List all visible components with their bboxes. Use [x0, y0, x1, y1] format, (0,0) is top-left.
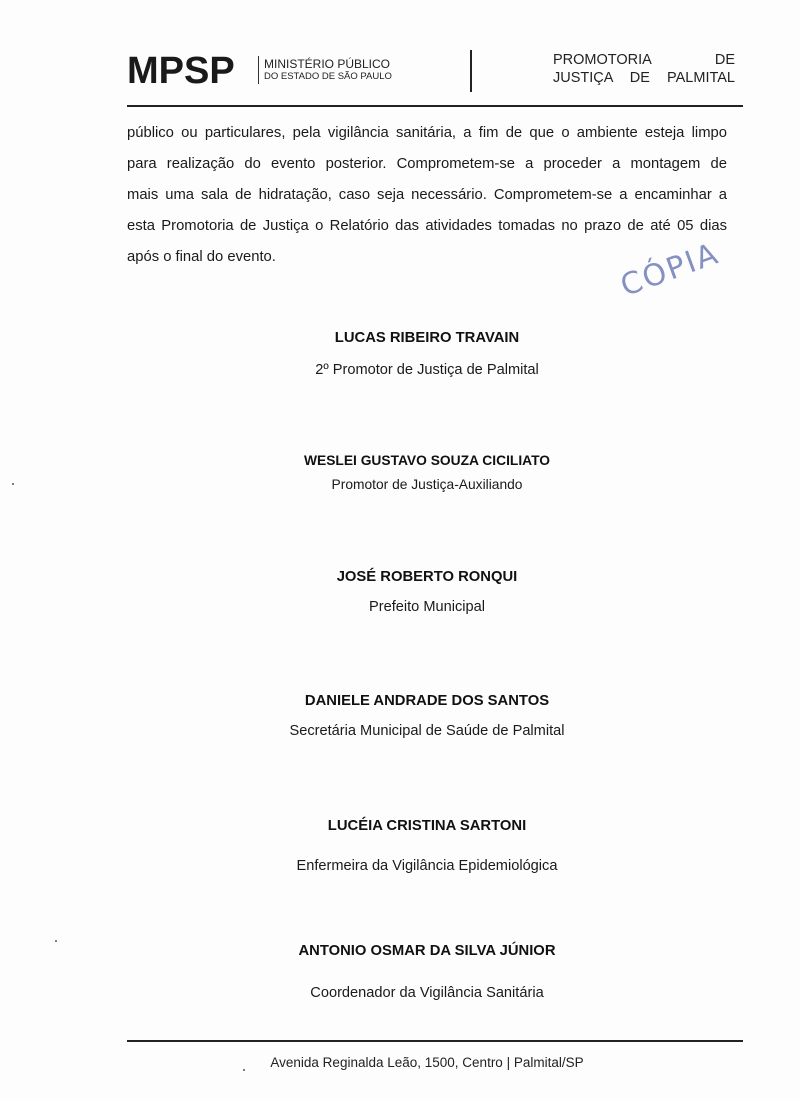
body-line: após o final do evento. [127, 249, 276, 265]
copy-stamp [612, 236, 772, 330]
body-line: público ou particulares, pela vigilância sanitária, a fim de que o ambiente esteja limpo [127, 125, 727, 141]
signatory-block [127, 691, 727, 741]
scan-speck [55, 940, 57, 942]
signatory-role: Secretária Municipal de Saúde de Palmital [289, 723, 565, 739]
header-rule [127, 105, 743, 107]
signatory-role: Enfermeira da Vigilância Epidemiológica [296, 858, 558, 874]
signatory-block [127, 816, 727, 876]
promotoria-heading [553, 51, 735, 87]
signatory-name: LUCÉIA CRISTINA SARTONI [327, 818, 527, 834]
signatory-name: WESLEI GUSTAVO SOUZA CICILIATO [303, 453, 551, 468]
signatory-role: 2º Promotor de Justiça de Palmital [315, 362, 539, 378]
promotoria-line2: JUSTIÇA DE PALMITAL [553, 70, 735, 86]
signatory-name: ANTONIO OSMAR DA SILVA JÚNIOR [298, 943, 556, 959]
logo-divider [258, 56, 259, 84]
mpsp-logo: MPSP [127, 50, 235, 92]
org-name-line1: MINISTÉRIO PÚBLICO [264, 57, 391, 71]
footer-rule [127, 1040, 743, 1042]
scan-speck [243, 1069, 245, 1071]
signatory-block [127, 328, 727, 380]
body-line: para realização do evento posterior. Comprometem-se a proceder a montagem de [127, 156, 727, 172]
body-line: mais uma sala de hidratação, caso seja necessário. Comprometem-se a encaminhar a [127, 187, 727, 203]
signatory-role: Prefeito Municipal [369, 599, 485, 615]
signatory-name: JOSÉ ROBERTO RONQUI [336, 569, 518, 585]
signatory-block [127, 941, 727, 1003]
scan-speck [12, 483, 14, 485]
signatory-name: LUCAS RIBEIRO TRAVAIN [334, 330, 520, 346]
footer-address: Avenida Reginalda Leão, 1500, Centro | Palmital/SP [270, 1055, 584, 1070]
logo-organization [264, 58, 392, 83]
signatory-block [127, 451, 727, 495]
promotoria-line1: PROMOTORIA DE [553, 52, 735, 68]
header-divider [470, 50, 472, 92]
body-line: esta Promotoria de Justiça o Relatório das atividades tomadas no prazo de até 05 dias [127, 218, 727, 234]
org-name-line2: DO ESTADO DE SÃO PAULO [264, 71, 392, 82]
signatory-name: DANIELE ANDRADE DOS SANTOS [304, 693, 550, 709]
signatory-role: Promotor de Justiça-Auxiliando [331, 477, 523, 492]
signatory-block [127, 567, 727, 617]
signatory-role: Coordenador da Vigilância Sanitária [310, 985, 544, 1001]
copy-stamp-text: CÓPIA [616, 236, 724, 304]
